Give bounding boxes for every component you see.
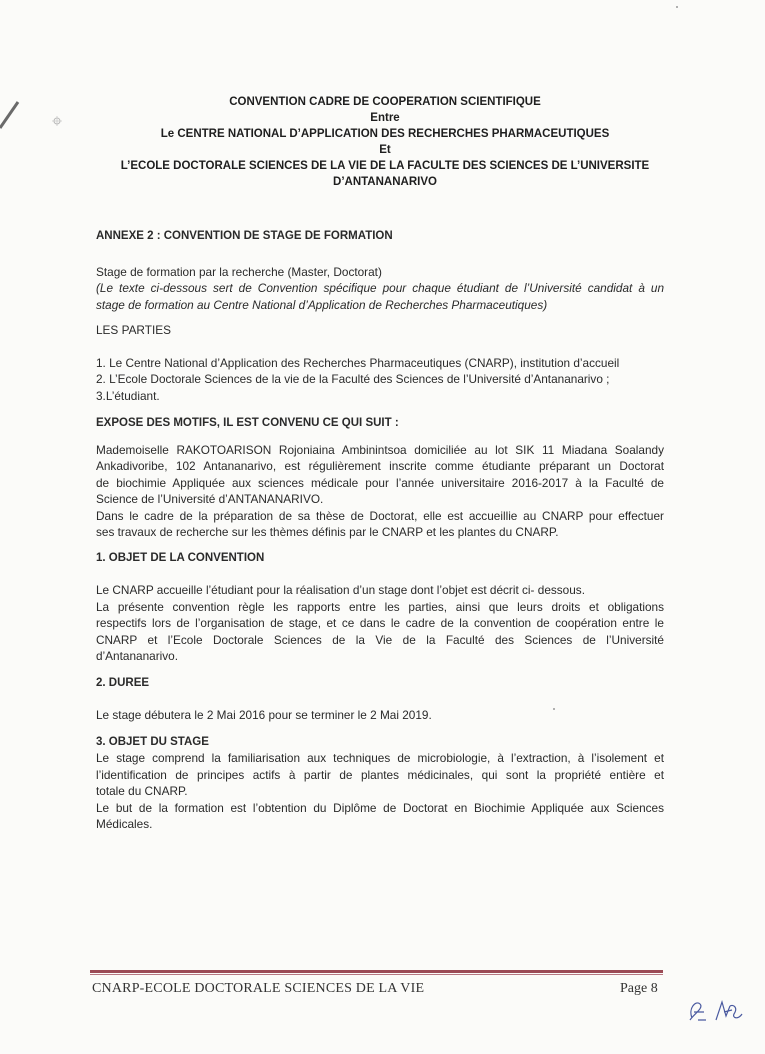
scan-margin-mark (0, 100, 22, 130)
section2-text: Le stage débutera le 2 Mai 2016 pour se terminer le 2 Mai 2019. (96, 708, 432, 722)
footer-divider-thin (90, 974, 663, 975)
footer-title: CNARP-ECOLE DOCTORALE SCIENCES DE LA VIE (92, 981, 425, 996)
document-body (96, 228, 664, 833)
section3-line: Médicales. (96, 817, 153, 831)
annexe-note-line: stage de formation au Centre National d’Application de Recherches Pharmaceutiques) (96, 297, 548, 312)
section1-line: La présente convention règle les rapports entre les parties, ainsi que leurs droits et obligations (96, 599, 664, 614)
scan-dot (676, 6, 678, 8)
expose-line: ses travaux de recherche sur les thèmes définis par le CNARP et les plantes du CNARP. (96, 525, 559, 539)
section-title-duree: 2. DUREE (96, 676, 150, 689)
parties-item: 3.L’étudiant. (96, 388, 160, 403)
expose-line: Dans le cadre de la préparation de sa thèse de Doctorat, elle est accueillie au CNARP pour effectuer (96, 508, 664, 523)
expose-title: EXPOSE DES MOTIFS, IL EST CONVENU CE QUI SUIT : (96, 417, 399, 429)
annexe-note-line: (Le texte ci-dessous sert de Convention spécifique pour chaque étudiant de l’Université candidat à un (96, 281, 664, 295)
expose-line: Mademoiselle RAKOTOARISON Rojoniaina Ambinintsoa domiciliée au lot SIK 11 Miadana Soalandy (96, 442, 664, 457)
header-line: D’ANTANANARIVO (333, 176, 437, 188)
section1-line: Le CNARP accueille l’étudiant pour la réalisation d’un stage dont l’objet est décrit ci- dessous. (96, 583, 585, 597)
section1-line: d’Antananarivo. (96, 649, 178, 663)
section1-line: CNARP et l’Ecole Doctorale Sciences de la Vie de la Faculté des Sciences de l’Université (96, 632, 664, 647)
section-title-objet-stage: 3. OBJET DU STAGE (96, 735, 209, 748)
header-line: Le CENTRE NATIONAL D’APPLICATION DES RECHERCHES PHARMACEUTIQUES (160, 128, 610, 140)
annexe-subtitle: Stage de formation par la recherche (Master, Doctorat) (96, 264, 382, 279)
parties-item: 1. Le Centre National d’Application des Recherches Pharmaceutiques (CNARP), institution d’accueil (96, 355, 620, 370)
page-number: Page 8 (620, 981, 658, 996)
section3-line: Le stage comprend la familiarisation aux techniques de microbiologie, à l’extraction, à l’isolement et (96, 751, 664, 765)
document-header (80, 94, 690, 190)
section3-line: Le but de la formation est l’obtention du Diplôme de Doctorat en Biochimie Appliquée aux Sciences (96, 800, 664, 815)
expose-line: Science de l’Université d’ANTANANARIVO. (96, 492, 324, 506)
header-line: L’ECOLE DOCTORALE SCIENCES DE LA VIE DE LA FACULTE DES SCIENCES DE L’UNIVERSITE (120, 160, 650, 172)
annexe-title: ANNEXE 2 : CONVENTION DE STAGE DE FORMATION (96, 230, 393, 242)
handwritten-initials (686, 994, 756, 1024)
parties-item: 2. L’Ecole Doctorale Sciences de la vie de la Faculté des Sciences de l’Université d’Antananarivo ; (96, 372, 610, 386)
section-title-objet-convention: 1. OBJET DE LA CONVENTION (96, 551, 265, 564)
parties-title: LES PARTIES (96, 323, 171, 337)
expose-line: Ankadivoribe, 102 Antananarivo, est régulièrement inscrite comme étudiante préparant un Doctorat (96, 459, 664, 473)
header-line: Et (379, 144, 391, 156)
section3-line: totale du CNARP. (96, 784, 188, 798)
section1-line: respectifs lors de l’organisation de stage, et ce dans le cadre de la convention de coopération entre le (96, 616, 664, 630)
header-line: Entre (370, 112, 400, 124)
header-line: CONVENTION CADRE DE COOPERATION SCIENTIFIQUE (229, 96, 541, 108)
scan-speck (50, 114, 64, 128)
section3-line: l’identification de principes actifs à partir de plantes médicinales, qui sont la propriété entière et (96, 767, 664, 782)
expose-line: de biochimie Appliquée aux sciences médicale pour l’année universitaire 2016-2017 à la Faculté de (96, 475, 664, 490)
footer-divider (90, 970, 663, 973)
